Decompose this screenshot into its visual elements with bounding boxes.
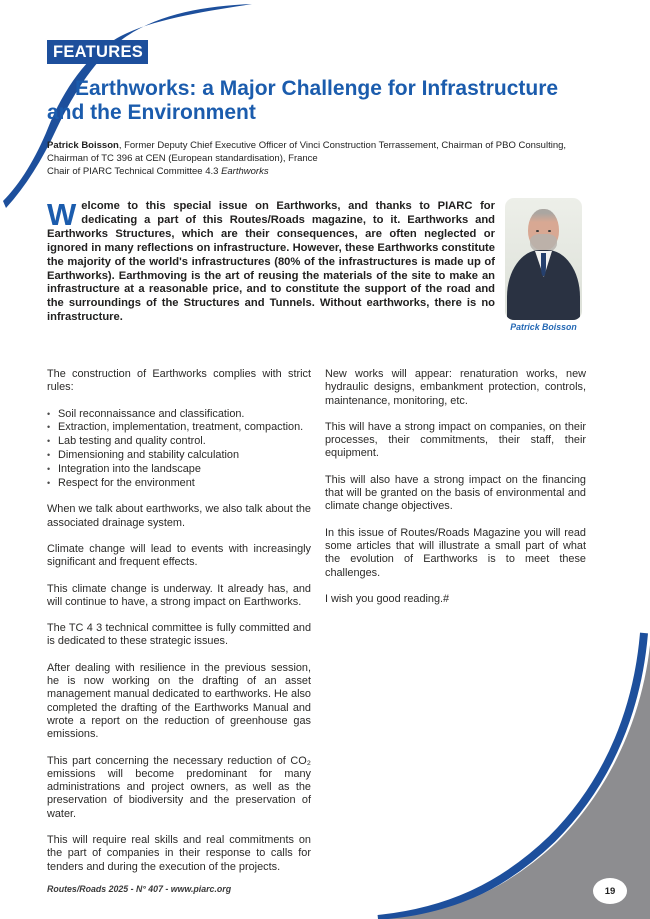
paragraph: This part concerning the necessary reduction of CO₂ emissions will become predominant for many administrations and project owners, as well as the preservation of biodiversity and the preservation of water. <box>47 754 311 820</box>
paragraph: This will require real skills and real commitments on the part of companies in their response to calls for tenders and during the execution of the projects. <box>47 834 311 873</box>
features-badge <box>47 40 148 64</box>
author-block <box>47 139 577 178</box>
author-line3 <box>47 165 577 178</box>
bullet-text: Soil reconnaissance and classification. <box>58 407 245 420</box>
bullet-icon: • <box>47 408 51 419</box>
portrait-eye <box>548 230 551 232</box>
features-badge-label: FEATURES <box>53 42 144 61</box>
paragraph: This will have a strong impact on companies, on their processes, their commitments, their staff, their equipment. <box>325 420 586 460</box>
list-item <box>47 449 311 463</box>
bullet-icon: • <box>47 436 51 447</box>
bullet-text: Lab testing and quality control. <box>58 435 206 448</box>
paragraph: New works will appear: renaturation works, new hydraulic designs, embankment protection, controls, maintenance, monitoring, etc. <box>325 368 586 407</box>
right-column <box>325 368 586 619</box>
rules-bullet-list <box>47 408 311 491</box>
intro-paragraph <box>47 197 495 325</box>
bullet-text: Extraction, implementation, treatment, compaction. <box>58 421 304 434</box>
author-line1 <box>47 139 577 152</box>
portrait-tie <box>541 253 546 276</box>
footer-credit: Routes/Roads 2025 - N° 407 - www.piarc.org <box>47 884 232 894</box>
paragraph: The TC 4 3 technical committee is fully committed and is dedicated to these strategic issues. <box>47 622 311 648</box>
author-name: Patrick Boisson <box>47 140 119 151</box>
article-title-line1: Earthworks: a Major Challenge for Infrastructure <box>75 77 559 100</box>
paragraph: When we talk about earthworks, we also talk about the associated drainage system. <box>47 503 311 529</box>
paragraph: I wish you good reading.# <box>325 592 450 605</box>
list-item <box>47 421 311 435</box>
portrait-eye <box>536 230 539 232</box>
bullet-icon: • <box>47 477 51 488</box>
article-title <box>47 77 607 125</box>
list-item <box>47 408 311 422</box>
list-item <box>47 435 311 449</box>
paragraph: This climate change is underway. It already has, and will continue to have, a strong impact on Earthworks. <box>47 582 311 608</box>
article-title-line2: and the Environment <box>47 101 256 124</box>
bullet-text: Dimensioning and stability calculation <box>58 448 240 461</box>
author-portrait-photo <box>505 198 582 320</box>
paragraph: The construction of Earthworks complies with strict rules: <box>47 368 311 394</box>
portrait-caption: Patrick Boisson <box>510 322 577 332</box>
bullet-icon: • <box>47 463 51 474</box>
dropcap: W <box>47 197 77 232</box>
bullet-text: Respect for the environment <box>58 476 195 489</box>
bullet-icon: • <box>47 422 51 433</box>
author-line3-committee: Earthworks <box>221 166 269 177</box>
author-roles: , Former Deputy Chief Executive Officer of Vinci Construction Terrassement, Chairman of PBO Consulting, <box>118 140 567 151</box>
page-number: 19 <box>604 885 616 897</box>
author-line3-prefix: Chair of PIARC Technical Committee 4.3 <box>47 166 222 177</box>
page-number-badge <box>593 878 627 904</box>
bullet-text: Integration into the landscape <box>58 462 201 475</box>
paragraph: Climate change will lead to events with increasingly significant and frequent effects. <box>47 542 311 569</box>
list-item <box>47 463 311 477</box>
list-item <box>47 477 311 491</box>
intro-text: elcome to this special issue on Earthworks, and thanks to PIARC for dedicating a part of this Routes/Roads magazine, to it. Earthworks and Earthworks Structures, which are their consequences, are often neglected or ignored in many reflections on infrastructure. However, these Earthworks constitute the majority of the world's infrastructures (80% of the infrastructures is made up of Earthworks). Earthmoving is the art of reusing the materials of the site to make an infrastructure at a reasonable price, and to constitute the support of the road and the surroundings of the Structures and Tunnels. Without earthworks, there is no infrastructure. <box>47 200 495 324</box>
paragraph: In this issue of Routes/Roads Magazine you will read some articles that will illustrate a small part of what the evolution of Earthworks is to meet these challenges. <box>325 526 586 579</box>
bottom-swoosh-decoration <box>0 619 650 919</box>
author-line2: Chairman of TC 396 at CEN (European standardisation), France <box>47 153 318 164</box>
paragraph: This will also have a strong impact on the financing that will be granted on the basis of environmental and climate change objectives. <box>325 473 586 513</box>
paragraph: After dealing with resilience in the previous session, he is now working on the drafting of an asset management manual dedicated to earthworks. He also completed the drafting of the Earthworks Manual and wrote a report on the reduction of greenhouse gas emissions. <box>47 661 311 741</box>
bullet-icon: • <box>47 449 51 460</box>
